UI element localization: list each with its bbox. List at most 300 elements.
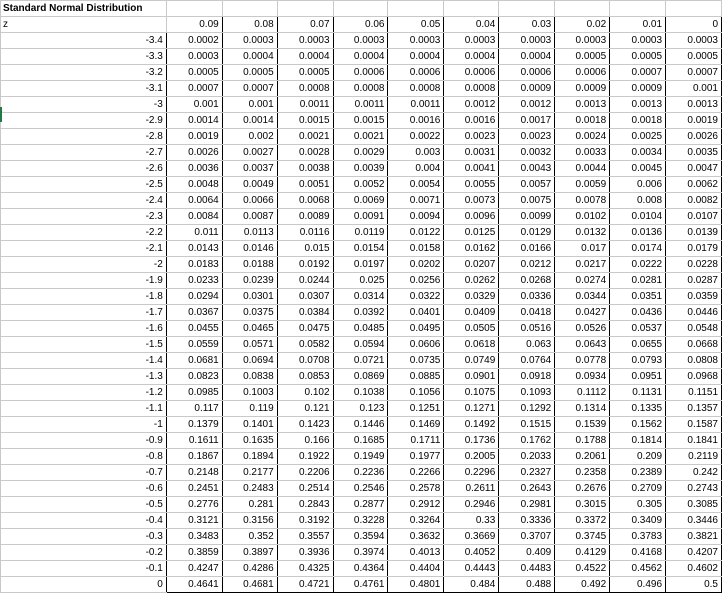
probability-cell[interactable]: 0.2578: [388, 481, 444, 497]
probability-cell[interactable]: 0.3446: [666, 513, 722, 529]
z-value-cell[interactable]: -0.5: [1, 497, 167, 513]
probability-cell[interactable]: 0.0004: [388, 49, 444, 65]
probability-cell[interactable]: 0.0057: [499, 177, 555, 193]
probability-cell[interactable]: 0.0082: [666, 193, 722, 209]
probability-cell[interactable]: 0.2946: [444, 497, 499, 513]
probability-cell[interactable]: 0.0069: [333, 193, 388, 209]
z-value-cell[interactable]: -0.9: [1, 433, 167, 449]
empty-cell[interactable]: [166, 1, 222, 17]
probability-cell[interactable]: 0.0055: [444, 177, 499, 193]
probability-cell[interactable]: 0.4168: [610, 545, 666, 561]
probability-cell[interactable]: 0.0026: [666, 129, 722, 145]
probability-cell[interactable]: 0.0012: [499, 97, 555, 113]
probability-cell[interactable]: 0.0793: [610, 353, 666, 369]
probability-cell[interactable]: 0.0594: [333, 337, 388, 353]
probability-cell[interactable]: 0.0068: [277, 193, 333, 209]
probability-cell[interactable]: 0.025: [333, 273, 388, 289]
probability-cell[interactable]: 0.3707: [499, 529, 555, 545]
probability-cell[interactable]: 0.0778: [555, 353, 610, 369]
probability-cell[interactable]: 0.4522: [555, 561, 610, 577]
column-header-cell[interactable]: 0.06: [333, 17, 388, 33]
probability-cell[interactable]: 0.0465: [222, 321, 277, 337]
probability-cell[interactable]: 0.0951: [610, 369, 666, 385]
probability-cell[interactable]: 0.1736: [444, 433, 499, 449]
empty-cell[interactable]: [277, 1, 333, 17]
z-value-cell[interactable]: -1.4: [1, 353, 167, 369]
probability-cell[interactable]: 0.488: [499, 577, 555, 593]
probability-cell[interactable]: 0.0268: [499, 273, 555, 289]
probability-cell[interactable]: 0.0003: [499, 33, 555, 49]
probability-cell[interactable]: 0.3192: [277, 513, 333, 529]
column-header-cell[interactable]: 0.03: [499, 17, 555, 33]
probability-cell[interactable]: 0.0287: [666, 273, 722, 289]
probability-cell[interactable]: 0.4602: [666, 561, 722, 577]
column-header-cell[interactable]: 0: [666, 17, 722, 33]
probability-cell[interactable]: 0.0455: [166, 321, 222, 337]
probability-cell[interactable]: 0.1685: [333, 433, 388, 449]
probability-cell[interactable]: 0.0643: [555, 337, 610, 353]
probability-cell[interactable]: 0.0418: [499, 305, 555, 321]
probability-cell[interactable]: 0.0721: [333, 353, 388, 369]
z-value-cell[interactable]: -0.1: [1, 561, 167, 577]
probability-cell[interactable]: 0.281: [222, 497, 277, 513]
probability-cell[interactable]: 0.352: [222, 529, 277, 545]
probability-cell[interactable]: 0.0256: [388, 273, 444, 289]
probability-cell[interactable]: 0.492: [555, 577, 610, 593]
probability-cell[interactable]: 0.2776: [166, 497, 222, 513]
probability-cell[interactable]: 0.0073: [444, 193, 499, 209]
probability-cell[interactable]: 0.1922: [277, 449, 333, 465]
probability-cell[interactable]: 0.015: [277, 241, 333, 257]
probability-cell[interactable]: 0.0041: [444, 161, 499, 177]
probability-cell[interactable]: 0.0009: [555, 81, 610, 97]
z-value-cell[interactable]: -1.3: [1, 369, 167, 385]
column-header-cell[interactable]: 0.01: [610, 17, 666, 33]
probability-cell[interactable]: 0.2358: [555, 465, 610, 481]
z-value-cell[interactable]: -0.8: [1, 449, 167, 465]
probability-cell[interactable]: 0.0192: [277, 257, 333, 273]
probability-cell[interactable]: 0.1492: [444, 417, 499, 433]
probability-cell[interactable]: 0.0618: [444, 337, 499, 353]
probability-cell[interactable]: 0.0367: [166, 305, 222, 321]
probability-cell[interactable]: 0.2005: [444, 449, 499, 465]
column-header-cell[interactable]: 0.02: [555, 17, 610, 33]
probability-cell[interactable]: 0.0013: [666, 97, 722, 113]
probability-cell[interactable]: 0.0064: [166, 193, 222, 209]
probability-cell[interactable]: 0.0022: [388, 129, 444, 145]
probability-cell[interactable]: 0.2177: [222, 465, 277, 481]
probability-cell[interactable]: 0.0537: [610, 321, 666, 337]
probability-cell[interactable]: 0.0008: [388, 81, 444, 97]
z-value-cell[interactable]: -0.6: [1, 481, 167, 497]
probability-cell[interactable]: 0.3156: [222, 513, 277, 529]
probability-cell[interactable]: 0.0233: [166, 273, 222, 289]
probability-cell[interactable]: 0.0019: [166, 129, 222, 145]
probability-cell[interactable]: 0.006: [610, 177, 666, 193]
probability-cell[interactable]: 0.0005: [610, 49, 666, 65]
z-value-cell[interactable]: -1: [1, 417, 167, 433]
probability-cell[interactable]: 0.0006: [444, 65, 499, 81]
probability-cell[interactable]: 0.0089: [277, 209, 333, 225]
probability-cell[interactable]: 0.3557: [277, 529, 333, 545]
z-value-cell[interactable]: -2.2: [1, 225, 167, 241]
probability-cell[interactable]: 0.1401: [222, 417, 277, 433]
probability-cell[interactable]: 0.0005: [277, 65, 333, 81]
probability-cell[interactable]: 0.0008: [444, 81, 499, 97]
probability-cell[interactable]: 0.4129: [555, 545, 610, 561]
probability-cell[interactable]: 0.008: [610, 193, 666, 209]
probability-cell[interactable]: 0.209: [610, 449, 666, 465]
probability-cell[interactable]: 0.0044: [555, 161, 610, 177]
z-value-cell[interactable]: -1.1: [1, 401, 167, 417]
empty-cell[interactable]: [222, 1, 277, 17]
probability-cell[interactable]: 0.0007: [166, 81, 222, 97]
probability-cell[interactable]: 0.0384: [277, 305, 333, 321]
probability-cell[interactable]: 0.0051: [277, 177, 333, 193]
z-value-cell[interactable]: -2.9: [1, 113, 167, 129]
probability-cell[interactable]: 0.0274: [555, 273, 610, 289]
probability-cell[interactable]: 0.117: [166, 401, 222, 417]
probability-cell[interactable]: 0.0003: [555, 33, 610, 49]
probability-cell[interactable]: 0.2061: [555, 449, 610, 465]
probability-cell[interactable]: 0.1539: [555, 417, 610, 433]
probability-cell[interactable]: 0.0694: [222, 353, 277, 369]
probability-cell[interactable]: 0.001: [666, 81, 722, 97]
probability-cell[interactable]: 0.0003: [277, 33, 333, 49]
probability-cell[interactable]: 0.0026: [166, 145, 222, 161]
probability-cell[interactable]: 0.0033: [555, 145, 610, 161]
probability-cell[interactable]: 0.1314: [555, 401, 610, 417]
probability-cell[interactable]: 0.017: [555, 241, 610, 257]
z-value-cell[interactable]: -1.9: [1, 273, 167, 289]
probability-cell[interactable]: 0.0036: [166, 161, 222, 177]
probability-cell[interactable]: 0.3936: [277, 545, 333, 561]
probability-cell[interactable]: 0.002: [222, 129, 277, 145]
probability-cell[interactable]: 0.0129: [499, 225, 555, 241]
probability-cell[interactable]: 0.0495: [388, 321, 444, 337]
probability-cell[interactable]: 0.3409: [610, 513, 666, 529]
probability-cell[interactable]: 0.0838: [222, 369, 277, 385]
probability-cell[interactable]: 0.0183: [166, 257, 222, 273]
z-value-cell[interactable]: -3.1: [1, 81, 167, 97]
probability-cell[interactable]: 0.4286: [222, 561, 277, 577]
z-value-cell[interactable]: -2.7: [1, 145, 167, 161]
probability-cell[interactable]: 0.1446: [333, 417, 388, 433]
probability-cell[interactable]: 0.0559: [166, 337, 222, 353]
probability-cell[interactable]: 0.3483: [166, 529, 222, 545]
probability-cell[interactable]: 0.0139: [666, 225, 722, 241]
probability-cell[interactable]: 0.0004: [277, 49, 333, 65]
probability-cell[interactable]: 0.0154: [333, 241, 388, 257]
probability-cell[interactable]: 0.0359: [666, 289, 722, 305]
column-header-cell[interactable]: 0.08: [222, 17, 277, 33]
probability-cell[interactable]: 0.0668: [666, 337, 722, 353]
z-value-cell[interactable]: -2.6: [1, 161, 167, 177]
probability-cell[interactable]: 0.2981: [499, 497, 555, 513]
z-value-cell[interactable]: -2.1: [1, 241, 167, 257]
probability-cell[interactable]: 0.0099: [499, 209, 555, 225]
probability-cell[interactable]: 0.0045: [610, 161, 666, 177]
probability-cell[interactable]: 0.0516: [499, 321, 555, 337]
probability-cell[interactable]: 0.0004: [222, 49, 277, 65]
probability-cell[interactable]: 0.4483: [499, 561, 555, 577]
probability-cell[interactable]: 0.0307: [277, 289, 333, 305]
probability-cell[interactable]: 0.0188: [222, 257, 277, 273]
probability-cell[interactable]: 0.0571: [222, 337, 277, 353]
probability-cell[interactable]: 0.1131: [610, 385, 666, 401]
probability-cell[interactable]: 0.001: [166, 97, 222, 113]
probability-cell[interactable]: 0.0329: [444, 289, 499, 305]
z-value-cell[interactable]: -2.8: [1, 129, 167, 145]
probability-cell[interactable]: 0.1867: [166, 449, 222, 465]
probability-cell[interactable]: 0.2643: [499, 481, 555, 497]
probability-cell[interactable]: 0.0023: [444, 129, 499, 145]
probability-cell[interactable]: 0.121: [277, 401, 333, 417]
probability-cell[interactable]: 0.2843: [277, 497, 333, 513]
probability-cell[interactable]: 0.1515: [499, 417, 555, 433]
probability-cell[interactable]: 0.0002: [166, 33, 222, 49]
z-header-cell[interactable]: z: [1, 17, 167, 33]
probability-cell[interactable]: 0.0885: [388, 369, 444, 385]
probability-cell[interactable]: 0.496: [610, 577, 666, 593]
probability-cell[interactable]: 0.0808: [666, 353, 722, 369]
z-value-cell[interactable]: -2.3: [1, 209, 167, 225]
probability-cell[interactable]: 0.2546: [333, 481, 388, 497]
probability-cell[interactable]: 0.0008: [333, 81, 388, 97]
z-value-cell[interactable]: -1.7: [1, 305, 167, 321]
probability-cell[interactable]: 0.0004: [333, 49, 388, 65]
z-value-cell[interactable]: -1.8: [1, 289, 167, 305]
probability-cell[interactable]: 0.0322: [388, 289, 444, 305]
z-value-cell[interactable]: 0: [1, 577, 167, 593]
z-value-cell[interactable]: -3: [1, 97, 167, 113]
probability-cell[interactable]: 0.4013: [388, 545, 444, 561]
probability-cell[interactable]: 0.0075: [499, 193, 555, 209]
probability-cell[interactable]: 0.0446: [666, 305, 722, 321]
probability-cell[interactable]: 0.001: [222, 97, 277, 113]
probability-cell[interactable]: 0.4443: [444, 561, 499, 577]
probability-cell[interactable]: 0.4325: [277, 561, 333, 577]
probability-cell[interactable]: 0.0035: [666, 145, 722, 161]
probability-cell[interactable]: 0.0013: [555, 97, 610, 113]
probability-cell[interactable]: 0.166: [277, 433, 333, 449]
probability-cell[interactable]: 0.0475: [277, 321, 333, 337]
probability-cell[interactable]: 0.0025: [610, 129, 666, 145]
probability-cell[interactable]: 0.4247: [166, 561, 222, 577]
probability-cell[interactable]: 0.0032: [499, 145, 555, 161]
probability-cell[interactable]: 0.0038: [277, 161, 333, 177]
probability-cell[interactable]: 0.2236: [333, 465, 388, 481]
probability-cell[interactable]: 0.33: [444, 513, 499, 529]
probability-cell[interactable]: 0.409: [499, 545, 555, 561]
probability-cell[interactable]: 0.3897: [222, 545, 277, 561]
probability-cell[interactable]: 0.0336: [499, 289, 555, 305]
probability-cell[interactable]: 0.3594: [333, 529, 388, 545]
probability-cell[interactable]: 0.0023: [499, 129, 555, 145]
probability-cell[interactable]: 0.119: [222, 401, 277, 417]
probability-cell[interactable]: 0.2483: [222, 481, 277, 497]
probability-cell[interactable]: 0.0024: [555, 129, 610, 145]
empty-cell[interactable]: [499, 1, 555, 17]
probability-cell[interactable]: 0.0028: [277, 145, 333, 161]
probability-cell[interactable]: 0.0122: [388, 225, 444, 241]
probability-cell[interactable]: 0.2877: [333, 497, 388, 513]
probability-cell[interactable]: 0.0162: [444, 241, 499, 257]
probability-cell[interactable]: 0.0087: [222, 209, 277, 225]
probability-cell[interactable]: 0.0004: [444, 49, 499, 65]
probability-cell[interactable]: 0.0006: [555, 65, 610, 81]
probability-cell[interactable]: 0.1271: [444, 401, 499, 417]
probability-cell[interactable]: 0.003: [388, 145, 444, 161]
probability-cell[interactable]: 0.0003: [333, 33, 388, 49]
probability-cell[interactable]: 0.0392: [333, 305, 388, 321]
probability-cell[interactable]: 0.0011: [277, 97, 333, 113]
probability-cell[interactable]: 0.0823: [166, 369, 222, 385]
probability-cell[interactable]: 0.0166: [499, 241, 555, 257]
probability-cell[interactable]: 0.0239: [222, 273, 277, 289]
probability-cell[interactable]: 0.1038: [333, 385, 388, 401]
probability-cell[interactable]: 0.0764: [499, 353, 555, 369]
probability-cell[interactable]: 0.0132: [555, 225, 610, 241]
probability-cell[interactable]: 0.0004: [499, 49, 555, 65]
probability-cell[interactable]: 0.0003: [222, 33, 277, 49]
probability-cell[interactable]: 0.0344: [555, 289, 610, 305]
probability-cell[interactable]: 0.0375: [222, 305, 277, 321]
probability-cell[interactable]: 0.0401: [388, 305, 444, 321]
probability-cell[interactable]: 0.1335: [610, 401, 666, 417]
probability-cell[interactable]: 0.3783: [610, 529, 666, 545]
probability-cell[interactable]: 0.4641: [166, 577, 222, 593]
probability-cell[interactable]: 0.0071: [388, 193, 444, 209]
probability-cell[interactable]: 0.0158: [388, 241, 444, 257]
probability-cell[interactable]: 0.0005: [666, 49, 722, 65]
probability-cell[interactable]: 0.2148: [166, 465, 222, 481]
probability-cell[interactable]: 0.0005: [222, 65, 277, 81]
probability-cell[interactable]: 0.2514: [277, 481, 333, 497]
probability-cell[interactable]: 0.0018: [555, 113, 610, 129]
probability-cell[interactable]: 0.0244: [277, 273, 333, 289]
probability-cell[interactable]: 0.0301: [222, 289, 277, 305]
probability-cell[interactable]: 0.0015: [277, 113, 333, 129]
probability-cell[interactable]: 0.0031: [444, 145, 499, 161]
empty-cell[interactable]: [444, 1, 499, 17]
probability-cell[interactable]: 0.0003: [166, 49, 222, 65]
probability-cell[interactable]: 0.0869: [333, 369, 388, 385]
probability-cell[interactable]: 0.1635: [222, 433, 277, 449]
probability-cell[interactable]: 0.3821: [666, 529, 722, 545]
probability-cell[interactable]: 0.0655: [610, 337, 666, 353]
probability-cell[interactable]: 0.4364: [333, 561, 388, 577]
probability-cell[interactable]: 0.0005: [555, 49, 610, 65]
probability-cell[interactable]: 0.2266: [388, 465, 444, 481]
probability-cell[interactable]: 0.0228: [666, 257, 722, 273]
probability-cell[interactable]: 0.0505: [444, 321, 499, 337]
probability-cell[interactable]: 0.0749: [444, 353, 499, 369]
probability-cell[interactable]: 0.1112: [555, 385, 610, 401]
probability-cell[interactable]: 0.0217: [555, 257, 610, 273]
probability-cell[interactable]: 0.0179: [666, 241, 722, 257]
sheet-title[interactable]: Standard Normal Distribution: [1, 1, 167, 17]
empty-cell[interactable]: [388, 1, 444, 17]
probability-cell[interactable]: 0.0008: [277, 81, 333, 97]
probability-cell[interactable]: 0.0427: [555, 305, 610, 321]
probability-cell[interactable]: 0.0006: [499, 65, 555, 81]
probability-cell[interactable]: 0.4207: [666, 545, 722, 561]
probability-cell[interactable]: 0.011: [166, 225, 222, 241]
probability-cell[interactable]: 0.063: [499, 337, 555, 353]
z-value-cell[interactable]: -3.2: [1, 65, 167, 81]
z-value-cell[interactable]: -0.4: [1, 513, 167, 529]
z-value-cell[interactable]: -3.3: [1, 49, 167, 65]
probability-cell[interactable]: 0.0011: [333, 97, 388, 113]
probability-cell[interactable]: 0.0735: [388, 353, 444, 369]
probability-cell[interactable]: 0.3632: [388, 529, 444, 545]
probability-cell[interactable]: 0.0007: [666, 65, 722, 81]
probability-cell[interactable]: 0.1292: [499, 401, 555, 417]
probability-cell[interactable]: 0.2296: [444, 465, 499, 481]
probability-cell[interactable]: 0.1093: [499, 385, 555, 401]
probability-cell[interactable]: 0.1075: [444, 385, 499, 401]
z-value-cell[interactable]: -1.6: [1, 321, 167, 337]
empty-cell[interactable]: [555, 1, 610, 17]
z-value-cell[interactable]: -2.5: [1, 177, 167, 193]
probability-cell[interactable]: 0.1587: [666, 417, 722, 433]
probability-cell[interactable]: 0.0222: [610, 257, 666, 273]
probability-cell[interactable]: 0.0015: [333, 113, 388, 129]
probability-cell[interactable]: 0.3015: [555, 497, 610, 513]
probability-cell[interactable]: 0.3121: [166, 513, 222, 529]
probability-cell[interactable]: 0.0918: [499, 369, 555, 385]
probability-cell[interactable]: 0.0146: [222, 241, 277, 257]
probability-cell[interactable]: 0.0019: [666, 113, 722, 129]
probability-cell[interactable]: 0.0043: [499, 161, 555, 177]
probability-cell[interactable]: 0.0078: [555, 193, 610, 209]
probability-cell[interactable]: 0.0548: [666, 321, 722, 337]
empty-cell[interactable]: [333, 1, 388, 17]
probability-cell[interactable]: 0.0021: [333, 129, 388, 145]
empty-cell[interactable]: [610, 1, 666, 17]
probability-cell[interactable]: 0.0037: [222, 161, 277, 177]
probability-cell[interactable]: 0.2389: [610, 465, 666, 481]
probability-cell[interactable]: 0.0485: [333, 321, 388, 337]
probability-cell[interactable]: 0.0009: [499, 81, 555, 97]
probability-cell[interactable]: 0.0003: [610, 33, 666, 49]
probability-cell[interactable]: 0.0011: [388, 97, 444, 113]
column-header-cell[interactable]: 0.05: [388, 17, 444, 33]
probability-cell[interactable]: 0.0003: [444, 33, 499, 49]
probability-cell[interactable]: 0.1056: [388, 385, 444, 401]
probability-cell[interactable]: 0.0207: [444, 257, 499, 273]
probability-cell[interactable]: 0.0005: [166, 65, 222, 81]
probability-cell[interactable]: 0.0006: [388, 65, 444, 81]
probability-cell[interactable]: 0.0094: [388, 209, 444, 225]
probability-cell[interactable]: 0.1379: [166, 417, 222, 433]
probability-cell[interactable]: 0.0066: [222, 193, 277, 209]
probability-cell[interactable]: 0.2743: [666, 481, 722, 497]
probability-cell[interactable]: 0.102: [277, 385, 333, 401]
probability-cell[interactable]: 0.0985: [166, 385, 222, 401]
probability-cell[interactable]: 0.0116: [277, 225, 333, 241]
probability-cell[interactable]: 0.0084: [166, 209, 222, 225]
z-value-cell[interactable]: -1.2: [1, 385, 167, 401]
probability-cell[interactable]: 0.3085: [666, 497, 722, 513]
probability-cell[interactable]: 0.3859: [166, 545, 222, 561]
probability-cell[interactable]: 0.0262: [444, 273, 499, 289]
z-value-cell[interactable]: -1.5: [1, 337, 167, 353]
probability-cell[interactable]: 0.3264: [388, 513, 444, 529]
probability-cell[interactable]: 0.0125: [444, 225, 499, 241]
z-value-cell[interactable]: -0.3: [1, 529, 167, 545]
